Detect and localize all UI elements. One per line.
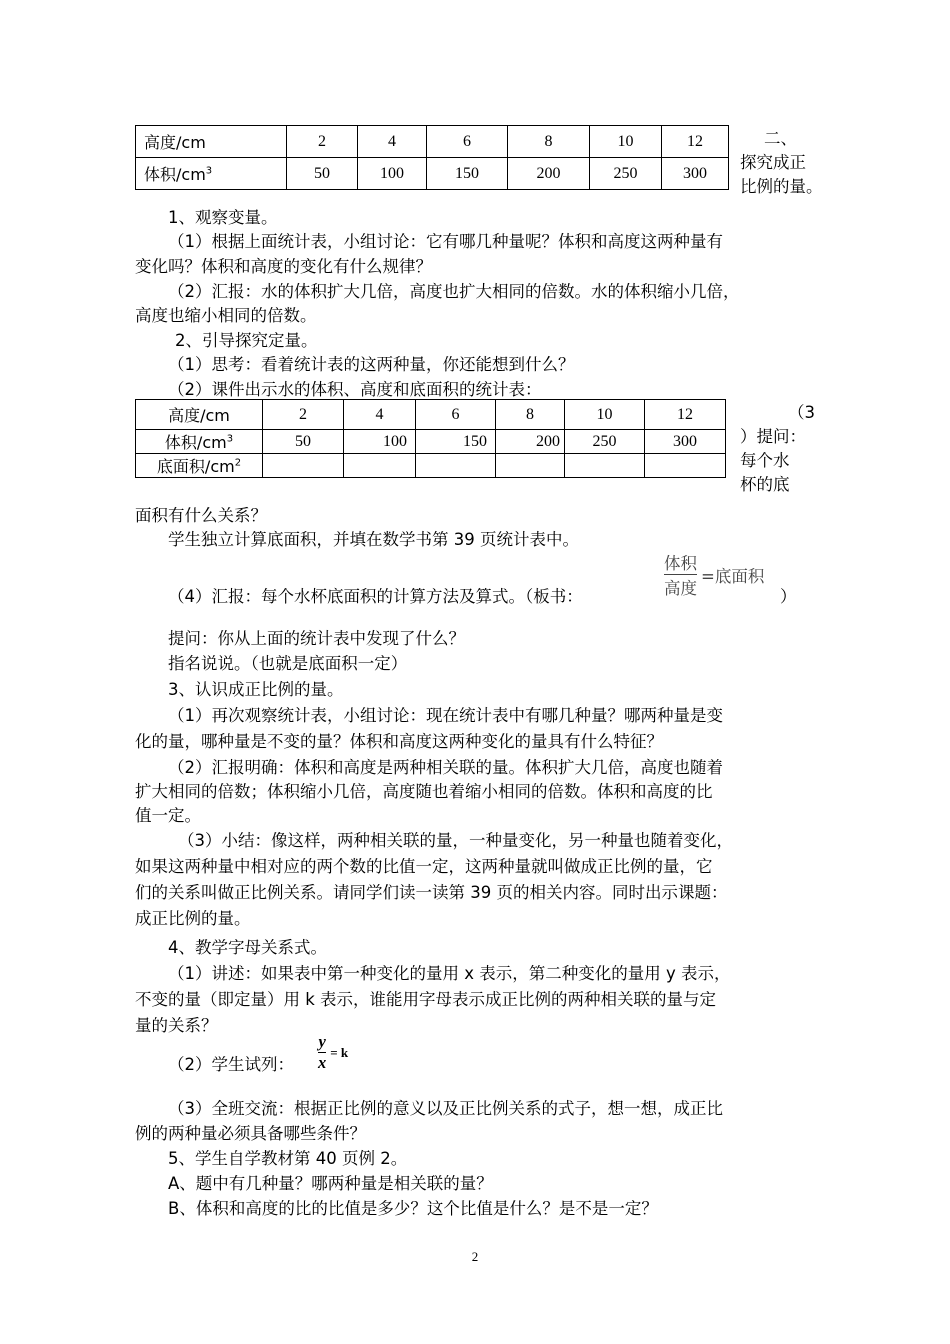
table-cell: 250 <box>590 158 662 190</box>
table-cell: 50 <box>263 430 344 454</box>
table-cell: 300 <box>645 430 726 454</box>
row-label: 底面积$/cm^2$ <box>136 454 263 478</box>
paragraph: （2）课件出示水的体积、高度和底面积的统计表： <box>168 380 542 399</box>
paragraph: （1）思考：看着统计表的这两种量，你还能想到什么？ <box>168 355 575 374</box>
board-formula: 体积 高度 =底面积 <box>664 550 764 599</box>
paragraph: 提问：你从上面的统计表中发现了什么？ <box>168 629 465 648</box>
table-cell: 4 <box>344 400 416 430</box>
formula-y-over-x: y x = k <box>318 1032 349 1072</box>
fraction: y x <box>318 1032 327 1072</box>
table-cell: 100 <box>358 158 427 190</box>
paragraph: （2）汇报：水的体积扩大几倍，高度也扩大相同的倍数。水的体积缩小几倍， <box>168 282 740 301</box>
table-cell: 10 <box>590 126 662 158</box>
paren-close: ） <box>780 587 797 606</box>
heading-self-study: 5、学生自学教材第 40 页例 2。 <box>168 1149 408 1168</box>
table-height-volume <box>135 125 729 190</box>
question-a: A、题中有几种量？哪两种量是相关联的量？ <box>168 1174 493 1193</box>
table-cell <box>344 454 416 478</box>
table-cell: 200 <box>496 430 565 454</box>
table-cell: 50 <box>287 158 358 190</box>
heading-proportional-quantities: 3、认识成正比例的量。 <box>168 680 344 699</box>
table-cell <box>263 454 344 478</box>
paragraph: 变化吗？体积和高度的变化有什么规律？ <box>135 257 432 276</box>
paragraph: 化的量，哪种量是不变的量？体积和高度这两种变化的量具有什么特征？ <box>135 732 663 751</box>
table-cell: 10 <box>565 400 645 430</box>
table-cell: 250 <box>565 430 645 454</box>
paragraph: 学生独立计算底面积，并填在数学书第 39 页统计表中。 <box>168 530 579 549</box>
table-cell: 300 <box>662 158 729 190</box>
heading-fixed-quantity: 2、引导探究定量。 <box>175 331 318 350</box>
table-cell: 2 <box>287 126 358 158</box>
paragraph: （2）学生试列： <box>168 1055 294 1074</box>
row-label: 体积$/cm^3$ <box>136 158 287 190</box>
paragraph: 指名说说。（也就是底面积一定） <box>168 654 408 673</box>
paragraph: 例的两种量必须具备哪些条件？ <box>135 1124 366 1143</box>
paragraph: 值一定。 <box>135 806 201 825</box>
question-b: B、体积和高度的比的比值是多少？这个比值是什么？是不是一定？ <box>168 1199 658 1218</box>
table-row <box>136 400 726 430</box>
page-number: 2 <box>471 1249 479 1264</box>
table-row <box>136 126 729 158</box>
row-label: 高度/cm <box>136 126 287 158</box>
side-note-section-heading: 二、 探究成正 比例的量。 <box>740 129 823 196</box>
table-cell: 8 <box>496 400 565 430</box>
table-cell: 100 <box>344 430 416 454</box>
table-cell: 4 <box>358 126 427 158</box>
paragraph: 面积有什么关系？ <box>135 506 267 525</box>
table-cell: 200 <box>508 158 590 190</box>
table-height-volume-base-area <box>135 399 726 478</box>
paragraph: 如果这两种量中相对应的两个数的比值一定，这两种量就叫做成正比例的量，它 <box>135 857 713 876</box>
heading-letter-formula: 4、教学字母关系式。 <box>168 938 327 957</box>
table-cell: 150 <box>416 430 496 454</box>
paragraph: 成正比例的量。 <box>135 909 251 928</box>
paragraph: 高度也缩小相同的倍数。 <box>135 306 317 325</box>
table-row <box>136 454 726 478</box>
table-cell <box>565 454 645 478</box>
table-cell <box>496 454 565 478</box>
table-cell: 6 <box>416 400 496 430</box>
table-row <box>136 430 726 454</box>
paragraph: 扩大相同的倍数；体积缩小几倍，高度随也着缩小相同的倍数。体积和高度的比 <box>135 782 713 801</box>
table-cell: 150 <box>427 158 508 190</box>
table-cell: 12 <box>645 400 726 430</box>
heading-observe-variables: 1、观察变量。 <box>168 208 278 227</box>
paragraph: （2）汇报明确：体积和高度是两种相关联的量。体积扩大几倍，高度也随着 <box>168 758 723 777</box>
table-cell: 12 <box>662 126 729 158</box>
paragraph: （1）根据上面统计表，小组讨论：它有哪几种量呢？体积和高度这两种量有 <box>168 232 723 251</box>
paragraph: 们的关系叫做正比例关系。请同学们读一读第 39 页的相关内容。同时出示课题： <box>135 883 728 902</box>
row-label: 体积$/cm^3$ <box>136 430 263 454</box>
paragraph: （4）汇报：每个水杯底面积的计算方法及算式。（板书： <box>168 587 583 606</box>
table-cell <box>645 454 726 478</box>
paragraph: （3）全班交流：根据正比例的意义以及正比例关系的式子，想一想，成正比 <box>168 1099 723 1118</box>
table-row <box>136 158 729 190</box>
table-cell: 2 <box>263 400 344 430</box>
table-cell: 6 <box>427 126 508 158</box>
paragraph: 量的关系？ <box>135 1016 218 1035</box>
paragraph: 不变的量（即定量）用 k 表示，谁能用字母表示成正比例的两种相关联的量与定 <box>135 990 717 1009</box>
paragraph: （1）再次观察统计表，小组讨论：现在统计表中有哪几种量？哪两种量是变 <box>168 706 723 725</box>
paragraph: （3）小结：像这样，两种相关联的量，一种量变化，另一种量也随着变化， <box>178 831 733 850</box>
side-note-question: （3 ）提问： 每个水 杯的底 <box>740 403 815 494</box>
row-label: 高度/cm <box>136 400 263 430</box>
table-cell: 8 <box>508 126 590 158</box>
table-cell <box>416 454 496 478</box>
fraction: 体积 高度 <box>664 554 697 598</box>
paragraph: （1）讲述：如果表中第一种变化的量用 x 表示，第二种变化的量用 y 表示， <box>168 964 731 983</box>
